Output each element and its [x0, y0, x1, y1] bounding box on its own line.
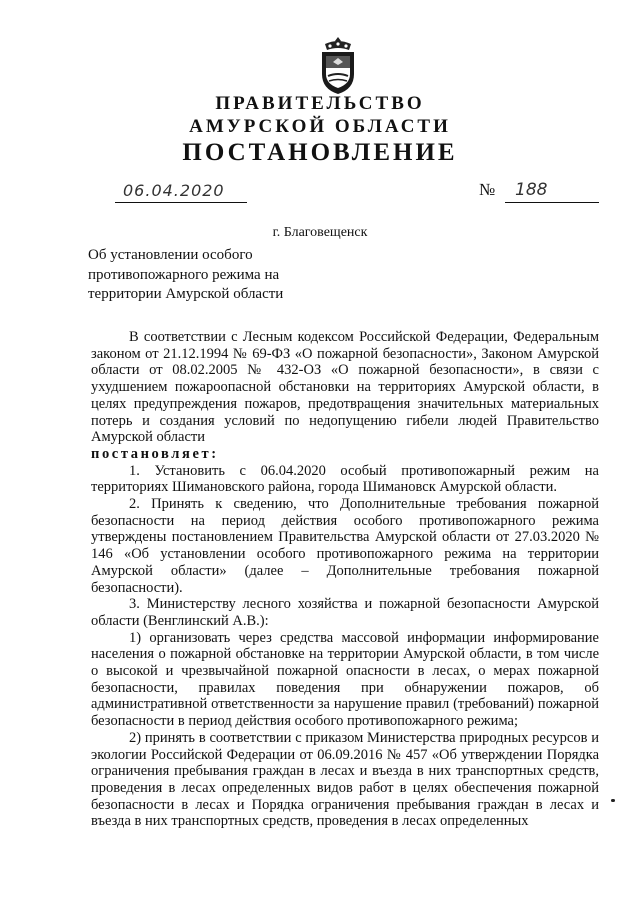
subject-line: противопожарного режима на — [88, 266, 280, 283]
item-2-paragraph: 2. Принять к сведению, что Дополнительные требования пожарной безопасности на период действия особого противопожарного режима утверждены постановлением Правительства Амурской области от 27.03.2020 № 146 «Об установлении особого противопожарного режима на территории Амурской области» (далее – Дополнительные требования пожарной безопасности). — [91, 496, 599, 596]
number-sign: № — [479, 180, 496, 199]
government-title-line2: АМУРСКОЙ ОБЛАСТИ — [189, 116, 451, 137]
document-type-title: ПОСТАНОВЛЕНИЕ — [182, 139, 458, 166]
city-line: г. Благовещенск — [272, 225, 368, 240]
number-field — [505, 181, 599, 203]
coat-of-arms-emblem — [317, 36, 359, 96]
document-body — [91, 329, 599, 830]
subject-heading — [88, 246, 348, 305]
item-3-paragraph: 3. Министерству лесного хозяйства и пожарной безопасности Амурской области (Венглинский А.В.): — [91, 596, 599, 629]
preamble-paragraph: В соответствии с Лесным кодексом Российской Федерации, Федеральным законом от 21.12.1994 № 69-ФЗ «О пожарной безопасности», Законом Амурской области от 08.02.2005 № 432-ОЗ «О пожарной безопасности», в связи с ухудшением пожароопасной обстановки на территориях Амурской области, в целях предупреждения пожаров, предотвращения значительных материальных потерь и создания условий по недопущению гибели людей Правительство Амурской области — [91, 329, 599, 446]
scan-speck — [611, 799, 615, 802]
item-1-paragraph: 1. Установить с 06.04.2020 особый противопожарный режим на территориях Шимановского района, города Шимановск Амурской области. — [91, 462, 599, 496]
decrees-word: постановляет: — [91, 445, 219, 462]
subject-line: Об установлении особого — [88, 247, 253, 263]
number-value: 188 — [515, 180, 548, 200]
item-3-2-paragraph: 2) принять в соответствии с приказом Министерства природных ресурсов и экологии Российской Федерации от 06.09.2016 № 457 «Об утверждении Порядка ограничения пребывания граждан в лесах и въезда в них транспортных средств, проведения в лесах определенных видов работ в целях обеспечения пожарной безопасности в лесах и Порядка ограничения пребывания граждан в лесах и въезда в них транспортных средств, проведения в лесах определенных — [91, 729, 599, 830]
date-value: 06.04.2020 — [123, 181, 225, 200]
government-title-line1: ПРАВИТЕЛЬСТВО — [215, 93, 425, 114]
item-3-1-paragraph: 1) организовать через средства массовой информации информирование населения о пожарной обстановке на территории Амурской области, в том числе о высокой и чрезвычайной пожарной опасности в лесах, о мерах пожарной безопасности, правилах поведения при обнаружении пожаров, об административной ответственности за нарушение правил (требований) пожарной безопасности в период действия особого противопожарного режима; — [91, 629, 599, 730]
decrees-label — [91, 446, 599, 463]
subject-line: территории Амурской области — [88, 286, 284, 302]
date-field — [115, 181, 247, 203]
